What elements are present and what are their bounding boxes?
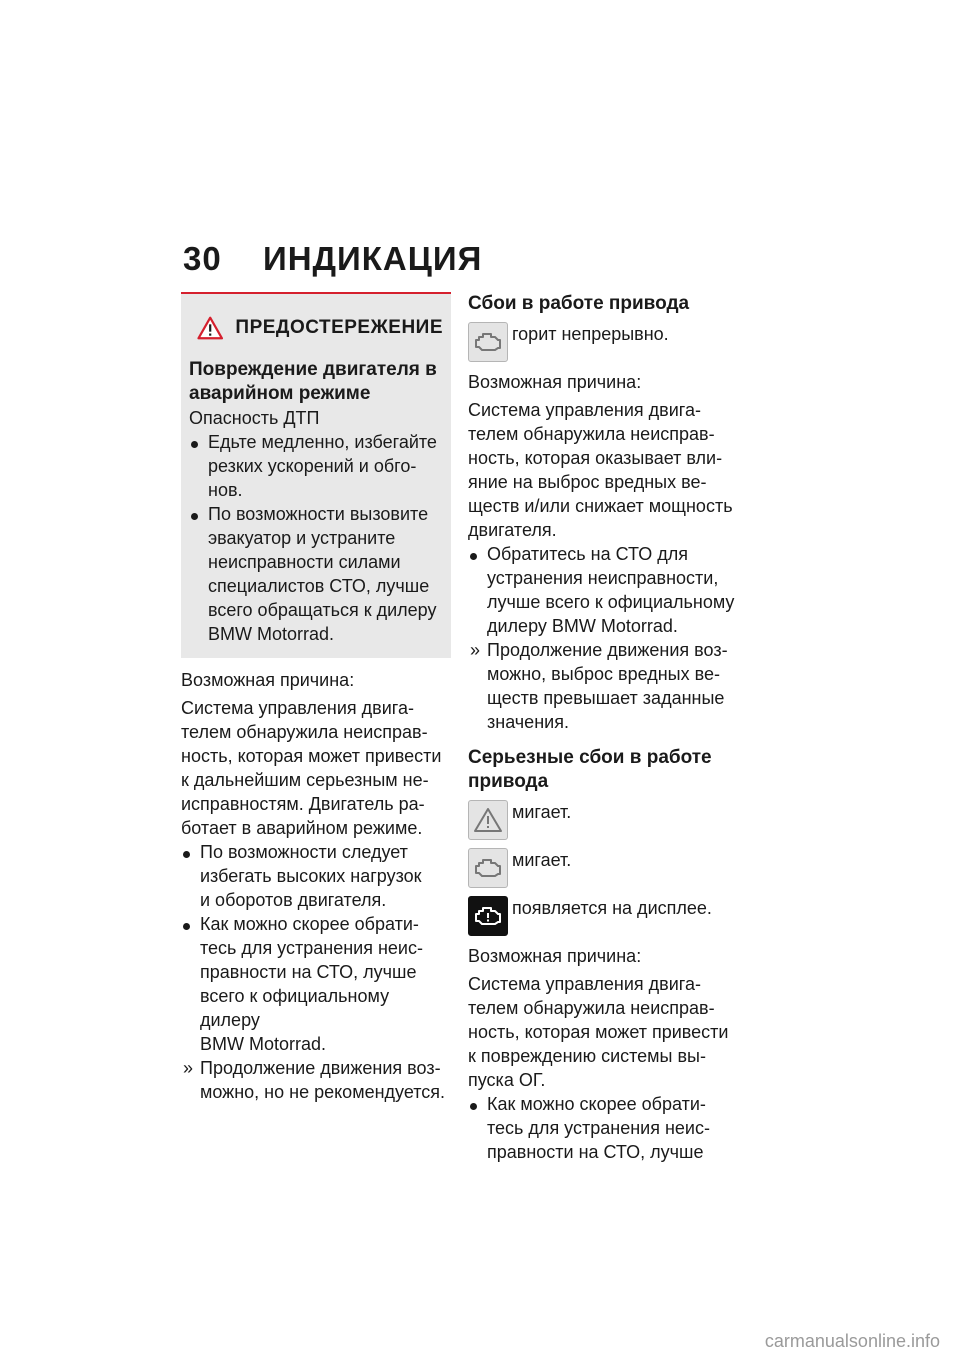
warning-list: [189, 430, 443, 646]
warning-title: Повреждение двигателя в аварийном режиме: [189, 359, 437, 404]
general-warning-icon: [468, 800, 508, 840]
list-item: Обратитесь на СТО для устранения неисправности, лучше всего к официальному дилеру BMW Motorrad.: [468, 542, 740, 638]
action-list: [468, 1092, 740, 1164]
list-item: Как можно скорее обрати- тесь для устранения неис- правности на СТО, лучше: [468, 1092, 740, 1164]
cause-label: Возможная причина:: [468, 946, 642, 966]
action-list: [181, 840, 451, 1104]
left-column: [181, 292, 451, 1104]
cause-text: Система управления двига- телем обнаружила неисправ- ность, которая оказывает вли- яние на выброс вредных ве- ществ и/или снижает мощность двигателя.: [468, 400, 733, 540]
cause-text: Система управления двига- телем обнаружила неисправ- ность, которая может привести к дальнейшим серьезным не- исправностям. Двигатель ра- ботает в аварийном режиме.: [181, 698, 442, 838]
chapter-title: ИНДИКАЦИЯ: [263, 240, 483, 277]
engine-check-icon: [468, 848, 508, 888]
section-heading-serious-fault: Серьезные сбои в работе привода: [468, 747, 712, 792]
warning-box: [181, 292, 451, 658]
indicator-row: [468, 800, 740, 840]
result-item: » Продолжение движения воз- можно, но не рекомендуется.: [183, 1058, 446, 1102]
warning-subtitle: Опасность ДТП: [189, 408, 320, 428]
warning-label: ПРЕДОСТЕРЕЖЕНИЕ: [235, 317, 443, 338]
list-item: По возможности следует избегать высоких нагрузок и оборотов двигателя.: [181, 840, 451, 912]
cause-label: Возможная причина:: [468, 372, 642, 392]
result-item: » Продолжение движения воз- можно, выброс вредных ве- ществ превышает заданные значения.: [470, 640, 728, 732]
bullet-icon: [470, 1103, 477, 1110]
page-number: 30: [183, 240, 222, 277]
bullet-icon: [183, 851, 190, 858]
indicator-row: [468, 322, 740, 362]
list-item: По возможности вызовите эвакуатор и устраните неисправности силами специалистов СТО, лучше всего обращаться к дилеру BMW Motorrad.: [189, 502, 443, 646]
cause-label: Возможная причина:: [181, 670, 355, 690]
indicator-text: мигает.: [512, 850, 572, 870]
action-list: [468, 542, 740, 734]
cause-text: Система управления двига- телем обнаружила неисправ- ность, которая может привести к повреждению системы вы- пуска ОГ.: [468, 974, 729, 1090]
indicator-text: появляется на дисплее.: [512, 898, 712, 918]
indicator-row: [468, 896, 740, 936]
result-marker: »: [470, 640, 481, 660]
result-marker: »: [183, 1058, 194, 1078]
list-item: Как можно скорее обрати- тесь для устранения неис- правности на СТО, лучше всего к официальному дилеру BMW Motorrad.: [181, 912, 451, 1056]
warning-header: [197, 308, 443, 348]
right-column: [468, 292, 740, 1164]
engine-check-display-icon: [468, 896, 508, 936]
bullet-icon: [191, 513, 198, 520]
indicator-text: мигает.: [512, 802, 572, 822]
bullet-icon: [191, 441, 198, 448]
engine-check-icon: [468, 322, 508, 362]
page-header: [183, 240, 743, 284]
bullet-icon: [183, 923, 190, 930]
bullet-icon: [470, 553, 477, 560]
watermark: carmanualsonline.info: [764, 1331, 940, 1351]
section-heading-drive-fault: Сбои в работе привода: [468, 293, 690, 314]
list-item: Едьте медленно, избегайте резких ускорений и обго- нов.: [189, 430, 443, 502]
indicator-row: [468, 848, 740, 888]
indicator-text: горит непрерывно.: [512, 324, 669, 344]
warning-triangle-icon: [197, 312, 223, 344]
